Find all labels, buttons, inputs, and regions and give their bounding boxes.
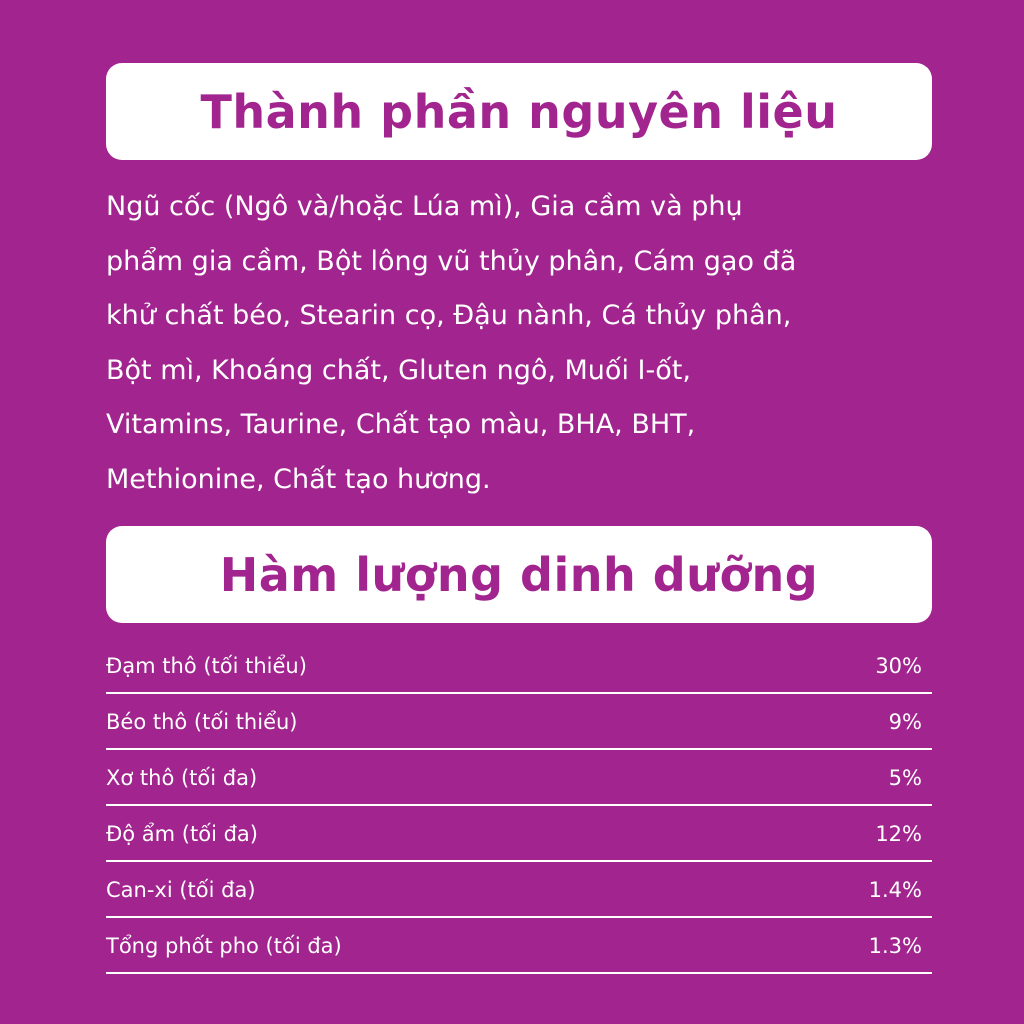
nutrition-row xyxy=(106,640,932,694)
nutrition-row xyxy=(106,864,932,918)
nutrition-table xyxy=(106,640,932,976)
ingredients-line: Vitamins, Taurine, Chất tạo màu, BHA, BHT, xyxy=(106,409,696,440)
nutrition-label: Béo thô (tối thiểu) xyxy=(106,710,298,734)
nutrition-row xyxy=(106,752,932,806)
nutrition-banner xyxy=(106,526,932,623)
ingredients-line: Bột mì, Khoáng chất, Gluten ngô, Muối I-ốt, xyxy=(106,354,691,386)
nutrition-value: 30% xyxy=(875,654,922,678)
ingredients-title: Thành phần nguyên liệu xyxy=(200,84,838,139)
ingredients-line: Ngũ cốc (Ngô và/hoặc Lúa mì), Gia cầm và phụ xyxy=(106,191,743,222)
nutrition-label: Đạm thô (tối thiểu) xyxy=(106,654,307,678)
nutrition-label: Độ ẩm (tối đa) xyxy=(106,822,258,846)
nutrition-label: Can-xi (tối đa) xyxy=(106,878,256,902)
ingredients-text xyxy=(106,180,932,507)
nutrition-value: 1.4% xyxy=(868,878,922,902)
nutrition-value: 9% xyxy=(888,710,922,734)
ingredients-banner xyxy=(106,63,932,160)
nutrition-title: Hàm lượng dinh dưỡng xyxy=(219,547,819,602)
nutrition-value: 12% xyxy=(875,822,922,846)
nutrition-label: Xơ thô (tối đa) xyxy=(106,766,258,790)
nutrition-row xyxy=(106,920,932,974)
nutrition-value: 1.3% xyxy=(868,934,922,958)
ingredients-line: khử chất béo, Stearin cọ, Đậu nành, Cá thủy phân, xyxy=(106,300,792,331)
nutrition-value: 5% xyxy=(888,766,922,790)
ingredients-line: phẩm gia cầm, Bột lông vũ thủy phân, Cám gạo đã xyxy=(106,245,797,277)
nutrition-row xyxy=(106,808,932,862)
nutrition-row xyxy=(106,696,932,750)
nutrition-label: Tổng phốt pho (tối đa) xyxy=(106,934,342,958)
ingredients-line: Methionine, Chất tạo hương. xyxy=(106,463,491,495)
